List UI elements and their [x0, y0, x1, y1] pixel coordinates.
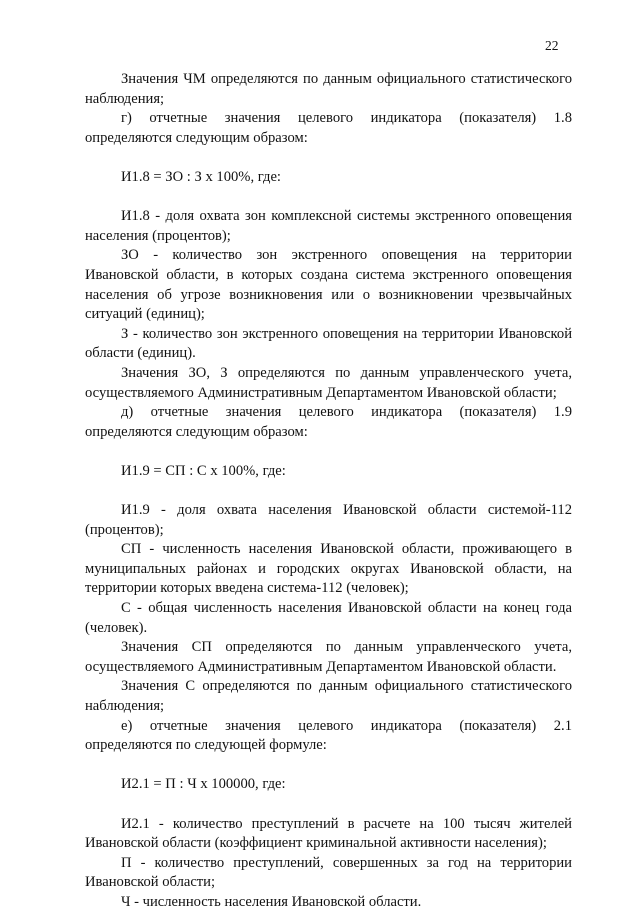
paragraph: Значения ЗО, З определяются по данным управленческого учета, осуществляемого Административным Департаментом Ивановской области;: [85, 364, 572, 401]
paragraph: ЗО - количество зон экстренного оповещения на территории Ивановской области, в которых создана система экстренного оповещения населения об угрозе возникновения или о возникновении чрезвычайных ситуаций (единиц);: [85, 247, 572, 323]
formula: И1.8 = ЗО : З x 100%, где:: [121, 168, 281, 185]
paragraph: З - количество зон экстренного оповещения на территории Ивановской области (единиц).: [85, 325, 572, 362]
paragraph: Значения С определяются по данным официального статистического наблюдения;: [85, 678, 572, 714]
paragraph: д) отчетные значения целевого индикатора (показателя) 1.9 определяются следующим образом:: [85, 404, 572, 440]
formula: И1.9 = СП : С x 100%, где:: [121, 462, 286, 479]
paragraph: СП - численность населения Ивановской области, проживающего в муниципальных районах и городских округах Ивановской области, на территории которых введена система-112 (человек);: [85, 541, 572, 597]
paragraph: Ч - численность населения Ивановской области.: [121, 893, 422, 910]
document-body: [85, 70, 572, 913]
paragraph: Значения ЧМ определяются по данным официального статистического наблюдения;: [85, 71, 572, 107]
paragraph: Значения СП определяются по данным управленческого учета, осуществляемого Административным Департаментом Ивановской области.: [85, 639, 572, 675]
formula: И2.1 = П : Ч x 100000, где:: [121, 776, 286, 793]
page-number: 22: [545, 38, 559, 53]
paragraph: е) отчетные значения целевого индикатора (показателя) 2.1 определяются по следующей формуле:: [85, 717, 572, 754]
paragraph: С - общая численность населения Ивановской области на конец года (человек).: [85, 600, 572, 636]
paragraph: И1.8 - доля охвата зон комплексной системы экстренного оповещения населения (процентов);: [85, 208, 572, 244]
paragraph: И1.9 - доля охвата населения Ивановской области системой-112 (процентов);: [85, 502, 572, 538]
paragraph: И2.1 - количество преступлений в расчете на 100 тысяч жителей Ивановской области (коэффициент криминальной активности населения);: [85, 815, 572, 852]
paragraph: г) отчетные значения целевого индикатора (показателя) 1.8 определяются следующим образом:: [85, 110, 572, 146]
paragraph: П - количество преступлений, совершенных за год на территории Ивановской области;: [85, 854, 572, 891]
